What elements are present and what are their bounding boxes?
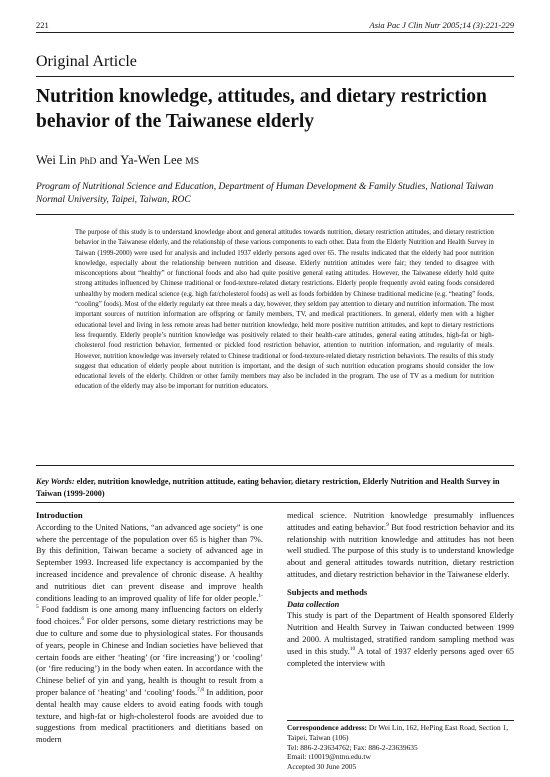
article-title: Nutrition knowledge, attitudes, and dietary restriction behavior of the Taiwanese elderly: [36, 86, 487, 132]
correspondence-phone: Tel: 886-2-23634762; Fax: 886-2-23639635: [287, 742, 418, 752]
keywords: [36, 476, 514, 499]
affiliation: Program of Nutritional Science and Education, Department of Human Development & Family Studies, National Taiwan Normal University, Taipei, Taiwan, ROC: [36, 182, 494, 205]
body-column-right: [287, 510, 514, 669]
author-name: Ya-Wen Lee: [120, 153, 183, 167]
citation: 7,8: [197, 687, 204, 694]
section-heading: Introduction: [36, 510, 83, 520]
keywords-label: Key Words:: [36, 477, 75, 486]
divider-rule: [36, 76, 514, 77]
correspondence-label: Correspondence address:: [287, 723, 367, 732]
journal-reference: Asia Pac J Clin Nutr 2005;14 (3):221-229: [369, 20, 514, 30]
body-paragraph: This study is part of the Department of Health sponsored Elderly Nutrition and Health Survey in Taiwan conducted between 1999 and 2000. A multistaged, stratified random sampling method was used in this study.$^{10}$ A total of 1937 elderly persons aged over 65 completed the interview with: [287, 611, 514, 668]
divider-rule: [36, 502, 514, 503]
body-paragraph: medical science. Nutrition knowledge presumably influences attitudes and eating behavior.$^9$ But food restriction behavior and its relationship with nutrition knowledge and attitudes has not been well studied. The purpose of this study is to understand knowledge about and general attitudes towards nutrition, dietary restriction attitudes, and dietary restriction behavior in the Taiwanese elderly.: [287, 511, 514, 579]
correspondence-address: Dr Wei Lin, 162, HePing East Road, Section 1, Taipei, Taiwan (106): [287, 723, 509, 742]
keywords-text: elder, nutrition knowledge, nutrition attitude, eating behavior, dietary restriction, Elderly Nutrition and Health Survey in Taiwan (1999-2000): [36, 477, 500, 498]
abstract: The purpose of this study is to understand knowledge about and general attitudes towards nutrition, dietary restriction attitudes, and dietary restriction behavior in the Taiwanese elderly, and the relationship of these various components to each other. Data from the Elderly Nutrition and Health Survey in Taiwan (1999-2000) were used for analysis and included 1937 elderly persons aged over 65. The results indicated that the elderly had poor nutrition knowledge, especially about the relationship between nutrition and disease. Elderly nutrition attitudes were fair; they tended to disagree with misconceptions about “healthy” or functional foods and also had quite positive general eating attitudes. However, the Taiwanese elderly hold quite strong attitudes influenced by Chinese traditional or food-texture-related dietary restrictions. Elderly people frequently avoid eating foods considered unhealthy by modern medical science (e.g. high fat/cholesterol foods) as well as foods forbidden by Chinese traditional medicine (e.g. “heating” foods, “cooling” foods). Most of the elderly regularly eat three meals a day, however, they seldom pay attention to dietary and nutrition information. The most important sources of nutrition information are offspring or family members, TV, and medical practitioners. In general, elderly men with a higher educational level and living in less remote areas had better nutrition knowledge, held more positive nutrition attitudes, and kept to dietary restrictions less frequently. Elderly people’s nutrition knowledge was positively related to their health-care attitudes, general eating attitudes, high-fat or high-cholesterol food restriction behavior, fermented or pickled food restriction behavior, attention to nutrition information, and regularity of meals. However, nutrition knowledge was inversely related to Chinese traditional or food-texture-related dietary restriction behaviors. The results of this study suggest that education of elderly people about nutrition is important, and the design of such nutrition education programs should consider the low educational levels of the elderly. Children or other family members may also be included in the program. The use of TV as a medium for nutrition education of the elderly may also be important for nutrition educators.: [75, 229, 494, 391]
subsection-heading: Data collection: [287, 599, 340, 609]
page-number: 221: [36, 20, 49, 30]
citation: 1-5: [36, 592, 263, 611]
divider-rule: [36, 214, 514, 215]
body-column-left: [36, 510, 263, 746]
divider-rule: [36, 465, 514, 466]
section-heading: Subjects and methods: [287, 586, 368, 597]
citation: 10: [349, 645, 356, 652]
running-header: [36, 20, 514, 33]
author-joiner: and: [99, 153, 118, 167]
body-paragraph: According to the United Nations, “an advanced age society” is one where the percentage of the population over 65 is higher than 7%. By this definition, Taiwan became a society of advanced age in September 1993. Increased life expectancy is accompanied by the increased incidence and prevalence of chronic disease. A healthy and nutritious diet can prevent disease and improve health conditions leading to an improved quality of life for older people.$^{1-5}$ Food faddism is one among many influencing factors on elderly food choices.$^6$ For older persons, some dietary restrictions may be due to culture and some due to physiological states. For thousands of years, people in Chinese and Indian societies have believed that certain foods are either ‘heating’ (or ‘fire increasing’) or ‘cooling’ (or ‘fire reducing’) in the body when eaten. In accordance with the Chinese belief of yin and yang, health is thought to result from a proper balance of ‘heating’ and ‘cooling’ foods.$^{7,8}$ In addition, poor dental health may cause elders to avoid eating foods with tough texture, and high-fat or high-cholesterol foods are avoided due to suggestions from medical practitioners and dietitians based on modern: [36, 522, 263, 745]
accepted-date: Accepted 30 June 2005: [287, 762, 357, 772]
citation: 6: [81, 616, 85, 623]
author-degree: MS: [185, 157, 200, 167]
citation: 9: [386, 522, 389, 528]
author-degree: PhD: [79, 157, 97, 167]
article-type: Original Article: [36, 53, 137, 70]
correspondence-email: Email: t10019@ntnu.edu.tw: [287, 752, 371, 762]
correspondence-box: [287, 720, 514, 772]
author-name: Wei Lin: [36, 153, 77, 167]
author-list: [36, 153, 199, 168]
